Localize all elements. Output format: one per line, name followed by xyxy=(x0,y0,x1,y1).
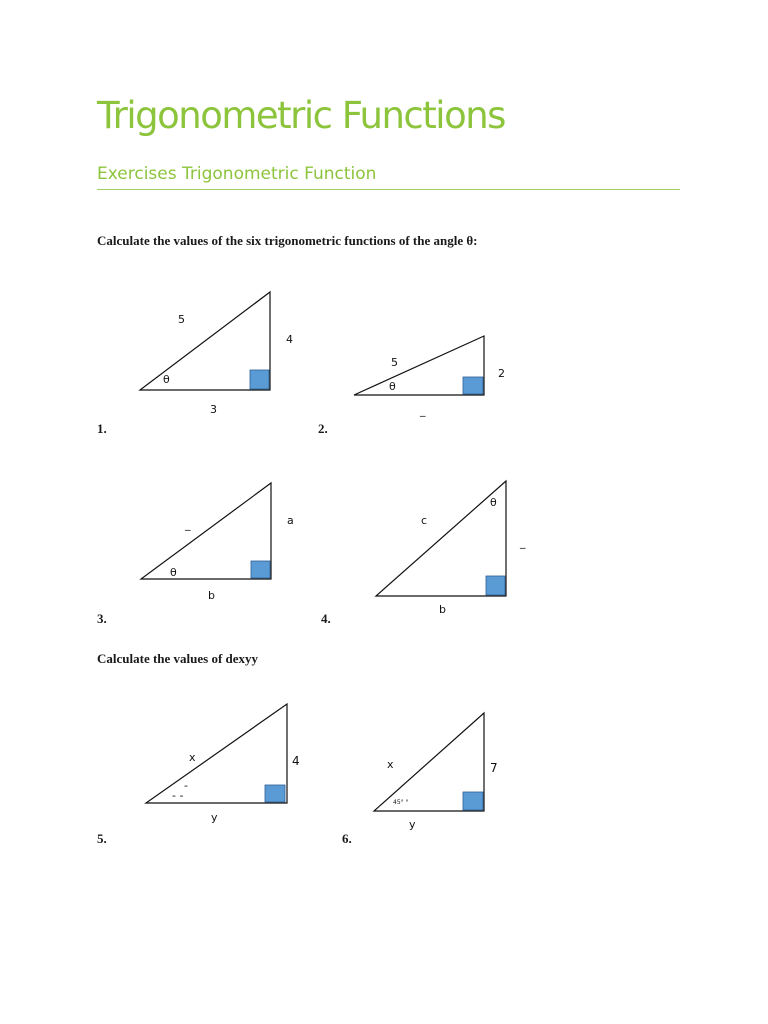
label-angle-3: θ xyxy=(170,566,177,579)
triangle-figure-1 xyxy=(140,292,293,416)
label-hypotenuse-3: _ xyxy=(185,518,191,531)
label-opposite-3: a xyxy=(287,514,294,527)
right-angle-marker-3 xyxy=(251,561,270,578)
label-angle-4: θ xyxy=(490,496,497,509)
triangle-figure-6 xyxy=(374,713,498,831)
exercise-number-5: 5. xyxy=(97,831,107,846)
label-angle-6: 45° ° xyxy=(393,799,409,806)
exercise-number-1: 1. xyxy=(97,421,107,436)
exercise-number-4: 4. xyxy=(321,611,331,626)
label-hypotenuse-2: 5 xyxy=(391,356,398,369)
triangle-figure-4 xyxy=(376,481,526,616)
instruction-dexyy: Calculate the values of dexyy xyxy=(97,651,259,666)
label-adjacent-3: b xyxy=(208,589,215,602)
label-opposite-4: _ xyxy=(520,536,526,549)
right-angle-marker-6 xyxy=(463,792,483,810)
exercise-number-2: 2. xyxy=(318,421,328,436)
label-adjacent-5: y xyxy=(211,811,218,824)
label-hypotenuse-1: 5 xyxy=(178,313,185,326)
label-angle-1: θ xyxy=(163,373,170,386)
label-opposite-1: 4 xyxy=(286,333,293,346)
right-angle-marker-5 xyxy=(265,785,285,802)
triangle-figure-5 xyxy=(146,704,300,824)
right-angle-marker-2 xyxy=(463,377,483,394)
page-title: Trigonometric Functions xyxy=(97,94,505,137)
label-opposite-6: 7 xyxy=(490,761,498,775)
label-hypotenuse-6: x xyxy=(387,758,394,771)
label-adjacent-6: y xyxy=(409,818,416,831)
label-angle-mark-5: - xyxy=(184,779,188,792)
label-angle-2: θ xyxy=(389,380,396,393)
section-subtitle: Exercises Trigonometric Function xyxy=(97,164,377,184)
label-adjacent-4: b xyxy=(439,603,446,616)
exercise-number-6: 6. xyxy=(342,831,352,846)
right-angle-marker-1 xyxy=(250,370,269,389)
label-adjacent-1: 3 xyxy=(210,403,217,416)
right-angle-marker-4 xyxy=(486,576,505,595)
instruction-trig-functions: Calculate the values of the six trigonometric functions of the angle θ: xyxy=(97,233,478,248)
triangle-figure-2 xyxy=(354,336,505,417)
triangle-figure-3 xyxy=(141,483,294,602)
label-hypotenuse-5: x xyxy=(189,751,196,764)
label-adjacent-2: _ xyxy=(420,404,426,417)
label-opposite-2: 2 xyxy=(498,367,505,380)
label-opposite-5: 4 xyxy=(292,754,300,768)
exercise-number-3: 3. xyxy=(97,611,107,626)
label-angle-mark-5b: - - xyxy=(172,789,184,802)
label-hypotenuse-4: c xyxy=(421,514,428,527)
